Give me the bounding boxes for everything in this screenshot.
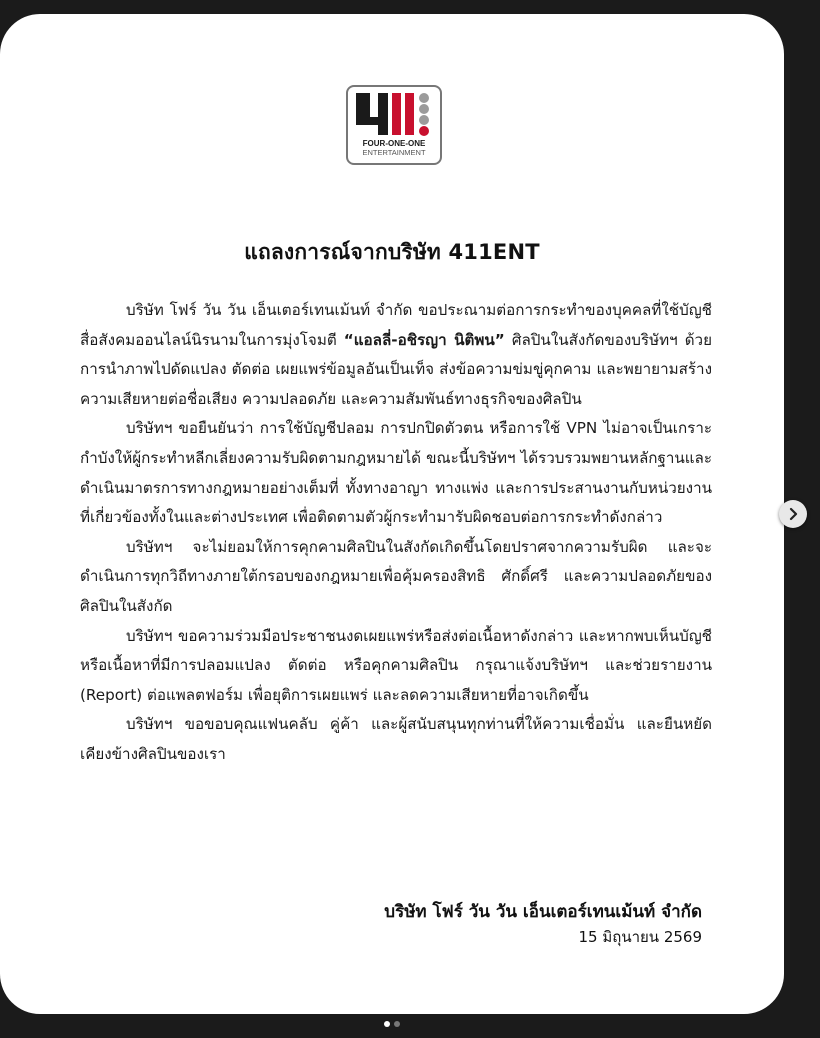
logo-line1: FOUR-ONE-ONE <box>362 139 426 148</box>
paragraph-text: ศิลปินในสังกัดของบริษัทฯ ด้วยการนำภาพไปดัดแปลง ตัดต่อ เผยแพร่ข้อมูลอันเป็นเท็จ ส่งข้อความข่มขู่คุกคาม และพยายามสร้างความเสียหายต่อชื่อเสียง ความปลอดภัย และความสัมพันธ์ทางธุรกิจของศิลปิน <box>80 330 712 408</box>
artist-name: “แอลลี่-อชิรญา นิติพน” <box>343 330 505 349</box>
signature-block <box>384 898 702 948</box>
logo-four-glyph <box>356 93 388 135</box>
statement-paragraph <box>80 296 712 414</box>
statement-paragraph: บริษัทฯ ขอความร่วมมือประชาชนงดเผยแพร่หรือส่งต่อเนื้อหาดังกล่าว และหากพบเห็นบัญชีหรือเนื้อหาที่มีการปลอมแปลง ตัดต่อ หรือคุกคามศิลปิน กรุณาแจ้งบริษัทฯ และช่วยรายงาน (Report) ต่อแพลตฟอร์ม เพื่อยุติการเผยแพร่ และลดความเสียหายที่อาจเกิดขึ้น <box>80 626 712 704</box>
statement-date: 15 มิถุนายน 2569 <box>578 928 702 946</box>
statement-paragraph: บริษัทฯ ขอขอบคุณแฟนคลับ คู่ค้า และผู้สนับสนุนทุกท่านที่ให้ความเชื่อมั่น และยืนหยัดเคียงข้างศิลปินของเรา <box>80 715 712 763</box>
logo-dot <box>419 93 429 103</box>
statement-body <box>80 296 712 770</box>
statement-paragraph: บริษัทฯ ขอยืนยันว่า การใช้บัญชีปลอม การปกปิดตัวตน หรือการใช้ VPN ไม่อาจเป็นเกราะกำบังให้ผู้กระทำหลีกเลี่ยงความรับผิดตามกฎหมายได้ ขณะนี้บริษัทฯ ได้รวบรวมพยานหลักฐานและดำเนินมาตรการทางกฎหมายอย่างเต็มที่ ทั้งทางอาญา ทางแพ่ง และการประสานงานกับหน่วยงานที่เกี่ยวข้องทั้งในและต่างประเทศ เพื่อติดตามตัวผู้กระทำมารับผิดชอบต่อการกระทำดังกล่าว <box>80 419 712 527</box>
next-slide-button[interactable] <box>779 500 807 528</box>
logo-dot <box>419 115 429 125</box>
chevron-right-icon <box>786 507 800 521</box>
logo-one-bar <box>392 93 401 135</box>
carousel-dot-active[interactable] <box>384 1021 390 1027</box>
company-signature: บริษัท โฟร์ วัน วัน เอ็นเตอร์เทนเม้นท์ จำกัด <box>384 902 702 922</box>
logo-line2: ENTERTAINMENT <box>362 148 426 157</box>
carousel-dot[interactable] <box>394 1021 400 1027</box>
post-image-card <box>0 14 784 1014</box>
paragraph-text: บริษัท โฟร์ วัน วัน เอ็นเตอร์เทนเม้นท์ จำกัด ขอประณามต่อการกระทำของบุคคลที่ใช้บัญชีสื่อสังคมออนไลน์นิรนามในการมุ่งโจมตี <box>80 301 712 349</box>
logo-one-bar <box>405 93 414 135</box>
logo-dot <box>419 104 429 114</box>
four-one-one-logo-mark <box>348 87 440 163</box>
statement-headline: แถลงการณ์จากบริษัท 411ENT <box>244 240 540 264</box>
company-logo <box>346 85 442 165</box>
carousel-indicator <box>0 1021 784 1027</box>
logo-dot <box>419 126 429 136</box>
statement-paragraph: บริษัทฯ จะไม่ยอมให้การคุกคามศิลปินในสังกัดเกิดขึ้นโดยปราศจากความรับผิด และจะดำเนินการทุกวิถีทางภายใต้กรอบของกฎหมายเพื่อคุ้มครองสิทธิ ศักดิ์ศรี และความปลอดภัยของศิลปินในสังกัด <box>80 537 712 615</box>
